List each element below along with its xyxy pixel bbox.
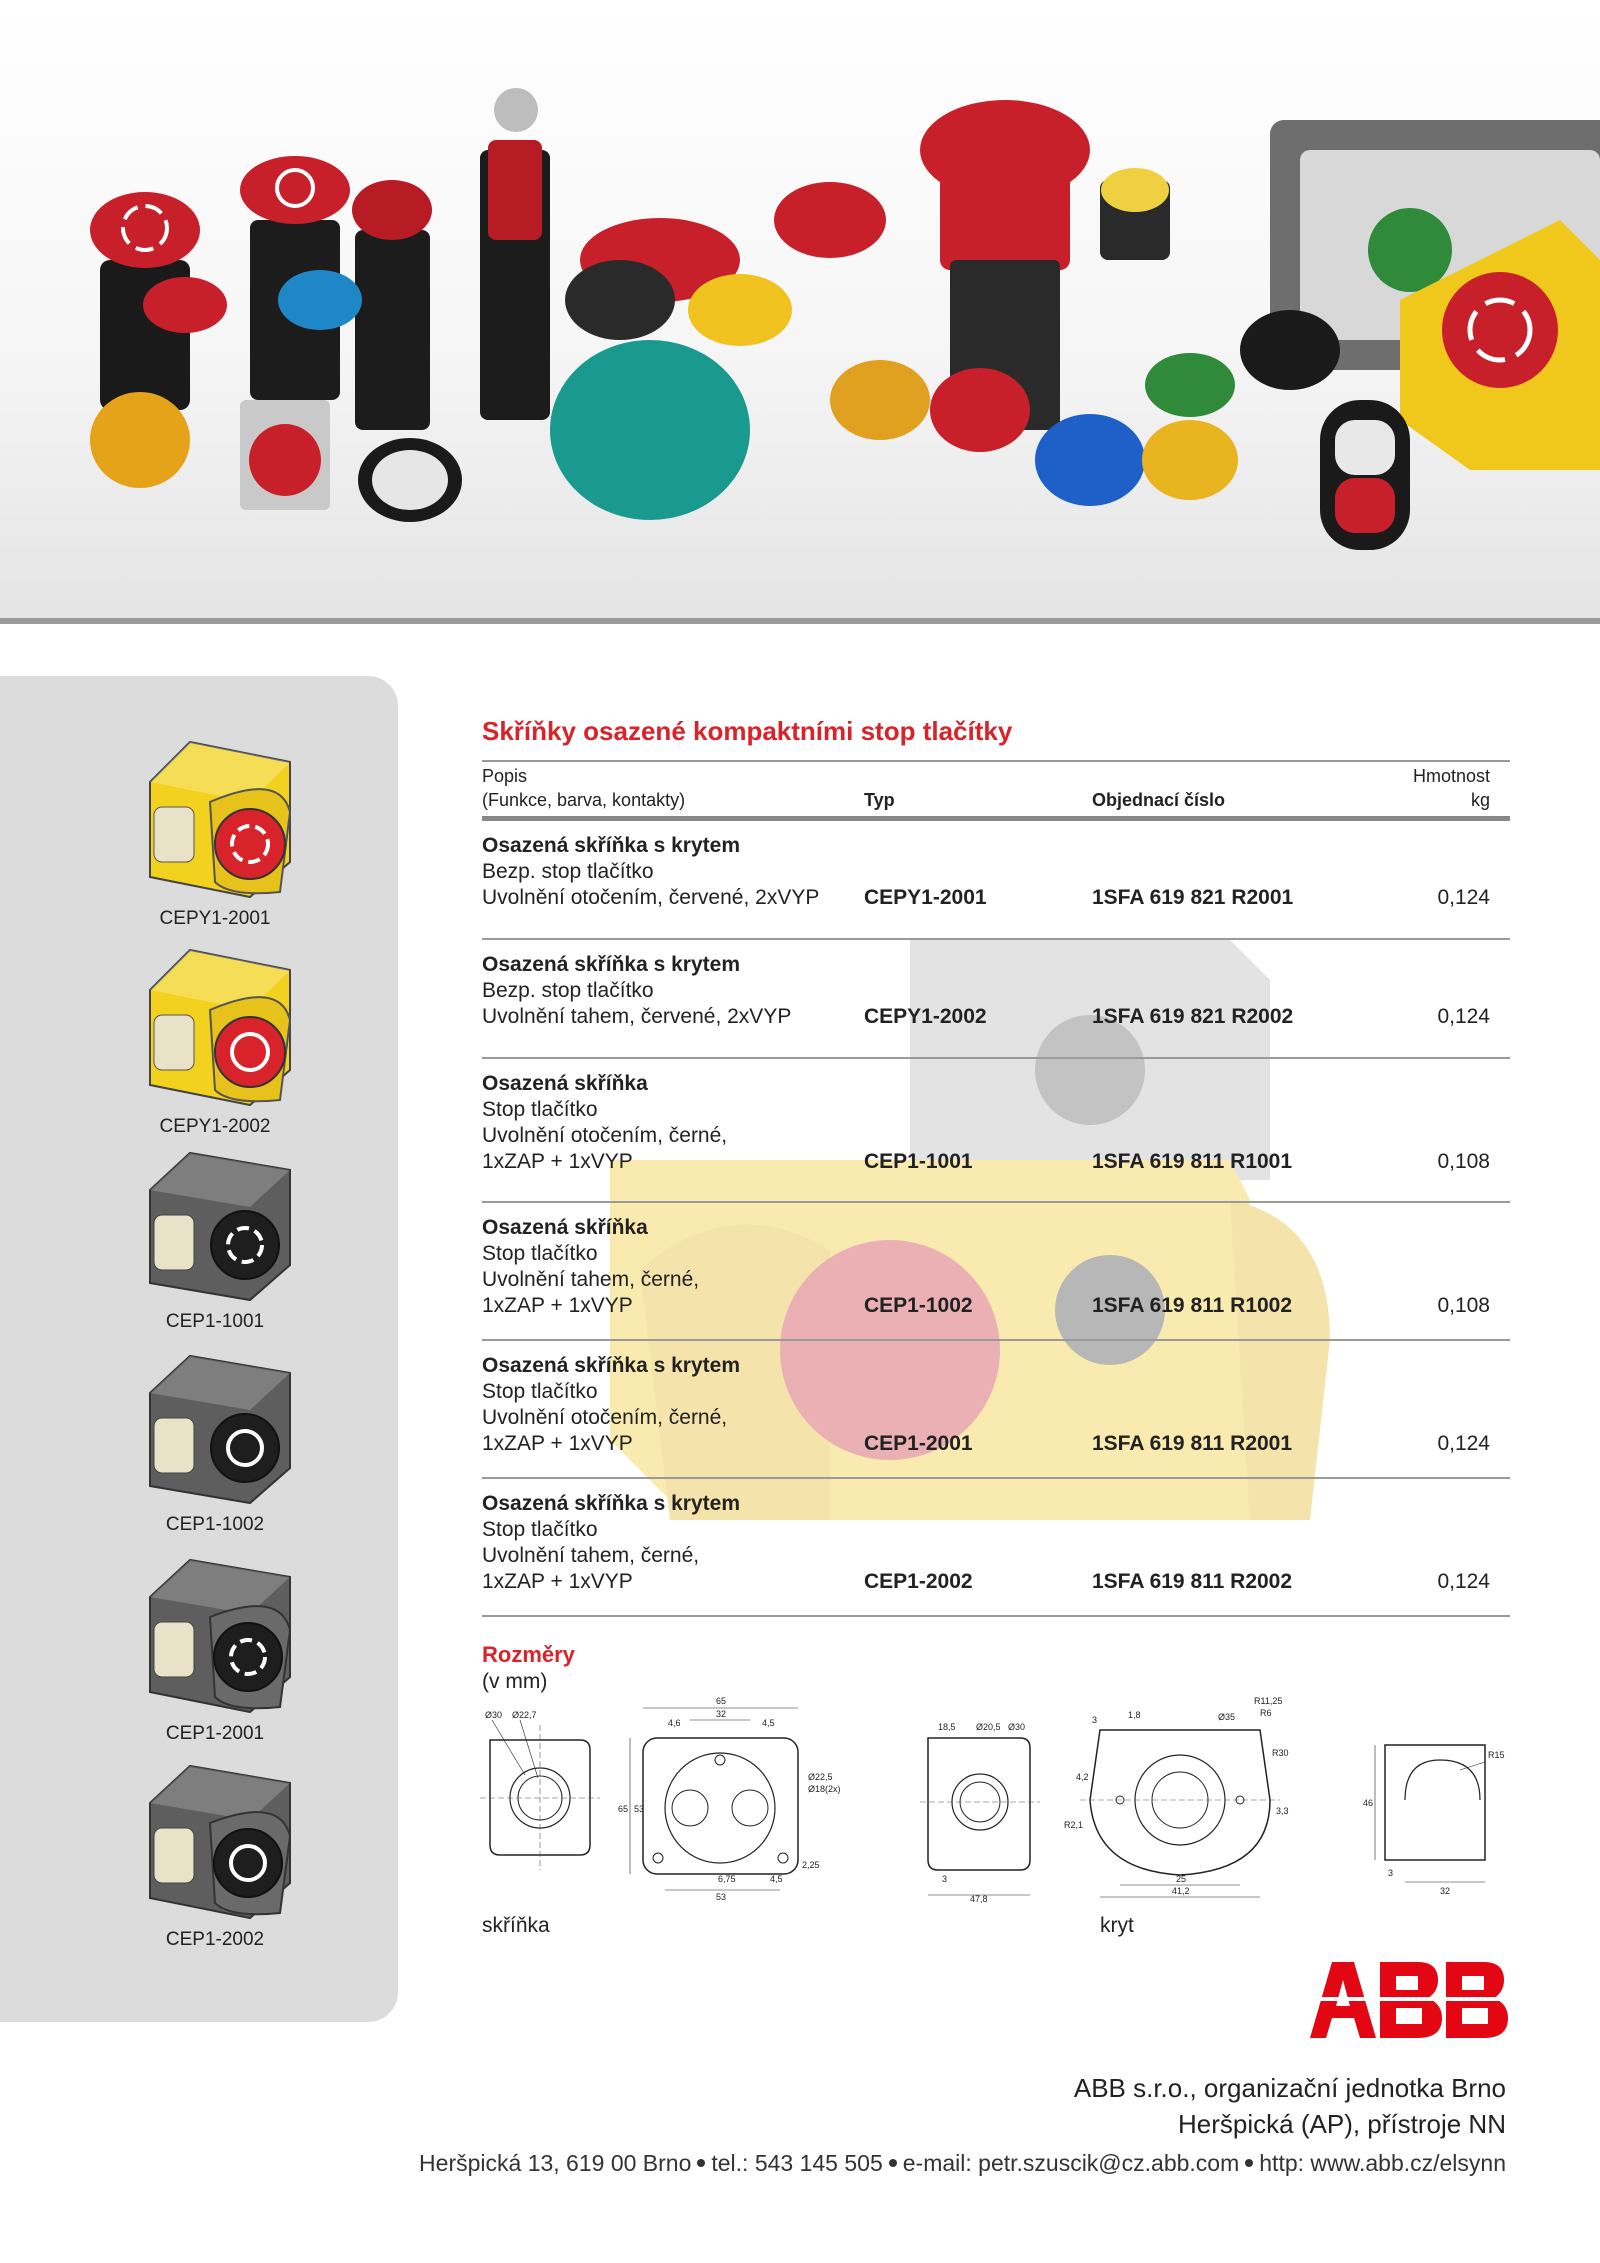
thumbnail-label: CEP1-1001 (165, 1311, 265, 1332)
dim-label: Ø22,5 (808, 1772, 833, 1782)
row-line: Uvolnění tahem, červené, 2xVYP (482, 1005, 792, 1028)
dim-label: Ø30 (485, 1710, 503, 1720)
dim-label: R6 (1260, 1708, 1272, 1718)
header-desc (482, 764, 685, 812)
bullet-icon (697, 2159, 705, 2167)
row-weight: 0,108 (1437, 1294, 1490, 1317)
row-type: CEPY1-2002 (864, 1005, 987, 1028)
row-type: CEPY1-2001 (864, 886, 987, 909)
row-type: CEP1-2002 (864, 1570, 973, 1593)
company-line2: Heršpická (AP), přístroje NN (1178, 2109, 1506, 2139)
thumbnail-item (120, 940, 310, 1138)
email-link[interactable]: e-mail: petr.szuscik@cz.abb.com (902, 2150, 1240, 2176)
dimensions-title: Rozměry (482, 1642, 575, 1667)
header-desc-line1: Popis (482, 766, 528, 786)
row-title: Osazená skříňka s krytem (482, 834, 740, 857)
dim-label: 65 (716, 1696, 727, 1706)
hero-divider (0, 618, 1600, 624)
web-link[interactable]: http: www.abb.cz/elsynn (1259, 2150, 1506, 2176)
row-title: Osazená skříňka s krytem (482, 1492, 740, 1515)
row-line: 1xZAP + 1xVYP (482, 1570, 633, 1593)
row-weight: 0,124 (1437, 1432, 1490, 1455)
row-line: Stop tlačítko (482, 1380, 598, 1403)
dim-label: Ø22,7 (512, 1710, 537, 1720)
row-order-number: 1SFA 619 811 R2002 (1092, 1570, 1293, 1593)
dim-label: 4,6 (668, 1718, 681, 1728)
dimension-drawings (480, 1690, 1520, 1905)
row-line: 1xZAP + 1xVYP (482, 1432, 633, 1455)
page-title: Skříňky osazené kompaktními stop tlačítky (482, 716, 1013, 746)
drawing-label-cover: kryt (1100, 1914, 1134, 1937)
row-order-number: 1SFA 619 811 R1002 (1092, 1294, 1293, 1317)
contact-line (419, 2150, 1506, 2177)
dim-label: 53 (634, 1804, 645, 1814)
row-description (482, 1071, 727, 1175)
table-row (482, 940, 1510, 1059)
dim-label: 6,75 (718, 1874, 736, 1884)
row-order-number: 1SFA 619 811 R2001 (1092, 1432, 1293, 1455)
row-line: Uvolnění tahem, černé, (482, 1268, 700, 1291)
box-front-drawing (480, 1710, 600, 1870)
row-weight: 0,124 (1437, 1570, 1490, 1593)
dim-label: 3 (1388, 1868, 1394, 1878)
row-description (482, 1491, 740, 1595)
company-block (1074, 2070, 1506, 2142)
dim-label: 2,25 (802, 1860, 820, 1870)
dim-label: 3 (942, 1874, 948, 1884)
row-weight: 0,108 (1437, 1150, 1490, 1173)
bullet-icon (889, 2159, 897, 2167)
dim-label: 4,5 (770, 1874, 783, 1884)
hero-product-photo (0, 0, 1600, 620)
row-type: CEP1-1002 (864, 1294, 973, 1317)
header-weight-line1: Hmotnost (1412, 766, 1490, 786)
row-line: Bezp. stop tlačítko (482, 860, 654, 883)
cover-side-drawing (1363, 1745, 1505, 1896)
row-line: 1xZAP + 1xVYP (482, 1294, 633, 1317)
dim-label: Ø35 (1218, 1712, 1236, 1722)
row-line: Uvolnění otočením, černé, (482, 1124, 728, 1147)
enclosure-thumbnail-icon (130, 1145, 300, 1305)
dim-label: 46 (1363, 1798, 1374, 1808)
dim-label: Ø18(2x) (808, 1784, 841, 1794)
box-top-drawing (618, 1696, 841, 1902)
table-row (482, 1479, 1510, 1617)
header-weight-line2: kg (1470, 790, 1490, 810)
enclosure-thumbnail-icon (130, 940, 300, 1110)
company-line1: ABB s.r.o., organizační jednotka Brno (1073, 2073, 1506, 2103)
table-row (482, 1341, 1510, 1479)
stop-button (215, 809, 285, 879)
row-line: Stop tlačítko (482, 1098, 598, 1121)
row-title: Osazená skříňka (482, 1072, 648, 1095)
row-line: 1xZAP + 1xVYP (482, 1150, 633, 1173)
thumbnail-label: CEPY1-2001 (159, 908, 271, 929)
bullet-icon (1245, 2159, 1253, 2167)
row-line: Stop tlačítko (482, 1518, 598, 1541)
header-order: Objednací číslo (1092, 790, 1226, 810)
cover-top-drawing (1064, 1696, 1289, 1897)
dim-label: 1,8 (1128, 1710, 1141, 1720)
row-line: Uvolnění otočením, červené, 2xVYP (482, 886, 820, 909)
dim-label: Ø20,5 (976, 1722, 1001, 1732)
row-line: Uvolnění tahem, černé, (482, 1544, 700, 1567)
row-description (482, 1215, 699, 1319)
row-description (482, 1353, 740, 1457)
row-order-number: 1SFA 619 811 R1001 (1092, 1150, 1293, 1173)
table-row (482, 1059, 1510, 1203)
abb-logo (1310, 1960, 1510, 2040)
dim-label: 4,2 (1076, 1772, 1089, 1782)
thumbnail-label: CEPY1-2002 (159, 1116, 271, 1137)
phone-text: tel.: 543 145 505 (711, 2150, 883, 2176)
box-side-drawing (920, 1722, 1040, 1904)
enclosure-thumbnail-icon (130, 1348, 300, 1508)
dim-label: R2,1 (1064, 1820, 1084, 1830)
row-order-number: 1SFA 619 821 R2001 (1092, 886, 1294, 909)
thumbnail-label: CEP1-2001 (165, 1723, 265, 1744)
row-title: Osazená skříňka (482, 1216, 648, 1239)
dim-label: 3,3 (1276, 1806, 1289, 1816)
enclosure-thumbnail-icon (130, 732, 300, 902)
dim-label: 4,5 (762, 1718, 775, 1728)
row-line: Bezp. stop tlačítko (482, 979, 654, 1002)
dim-label: Ø30 (1008, 1722, 1026, 1732)
row-line: Uvolnění otočením, černé, (482, 1406, 728, 1429)
header-desc-line2: (Funkce, barva, kontakty) (482, 790, 686, 810)
thumbnail-item (120, 1145, 310, 1333)
thumbnail-item (120, 1552, 310, 1745)
header-weight (1413, 764, 1490, 812)
row-title: Osazená skříňka s krytem (482, 953, 740, 976)
row-type: CEP1-1001 (864, 1150, 973, 1173)
dim-label: 32 (716, 1709, 727, 1719)
address-text: Heršpická 13, 619 00 Brno (419, 2150, 692, 2176)
thumbnail-label: CEP1-1002 (165, 1514, 265, 1535)
thumbnail-label: CEP1-2002 (165, 1929, 265, 1950)
dim-label: 18,5 (938, 1722, 956, 1732)
dim-label: 3 (1092, 1715, 1098, 1725)
header-type: Typ (864, 790, 895, 810)
dim-label: 41,2 (1172, 1886, 1190, 1896)
row-weight: 0,124 (1437, 1005, 1490, 1028)
drawing-label-box: skříňka (482, 1914, 550, 1937)
product-collage-illustration (0, 0, 1600, 620)
dim-label: 47,8 (970, 1894, 988, 1904)
row-order-number: 1SFA 619 821 R2002 (1092, 1005, 1294, 1028)
table-row (482, 821, 1510, 940)
dim-label: 65 (618, 1804, 629, 1814)
dimensions-subtitle: (v mm) (482, 1670, 548, 1693)
row-description (482, 833, 819, 911)
enclosure-thumbnail-icon (130, 1758, 300, 1923)
dim-label: 25 (1176, 1874, 1187, 1884)
product-table (482, 760, 1510, 1617)
dim-label: 53 (716, 1892, 727, 1902)
dim-label: R11,25 (1254, 1696, 1283, 1706)
dim-label: R30 (1272, 1748, 1289, 1758)
table-header (482, 760, 1510, 821)
row-title: Osazená skříňka s krytem (482, 1354, 740, 1377)
dim-label: 32 (1440, 1886, 1451, 1896)
row-line: Stop tlačítko (482, 1242, 598, 1265)
row-description (482, 952, 791, 1030)
thumbnail-item (120, 732, 310, 930)
row-weight: 0,124 (1437, 886, 1490, 909)
thumbnail-item (120, 1348, 310, 1536)
dim-label: R15 (1488, 1750, 1505, 1760)
table-row (482, 1203, 1510, 1341)
enclosure-thumbnail-icon (130, 1552, 300, 1717)
row-type: CEP1-2001 (864, 1432, 973, 1455)
thumbnail-item (120, 1758, 310, 1951)
